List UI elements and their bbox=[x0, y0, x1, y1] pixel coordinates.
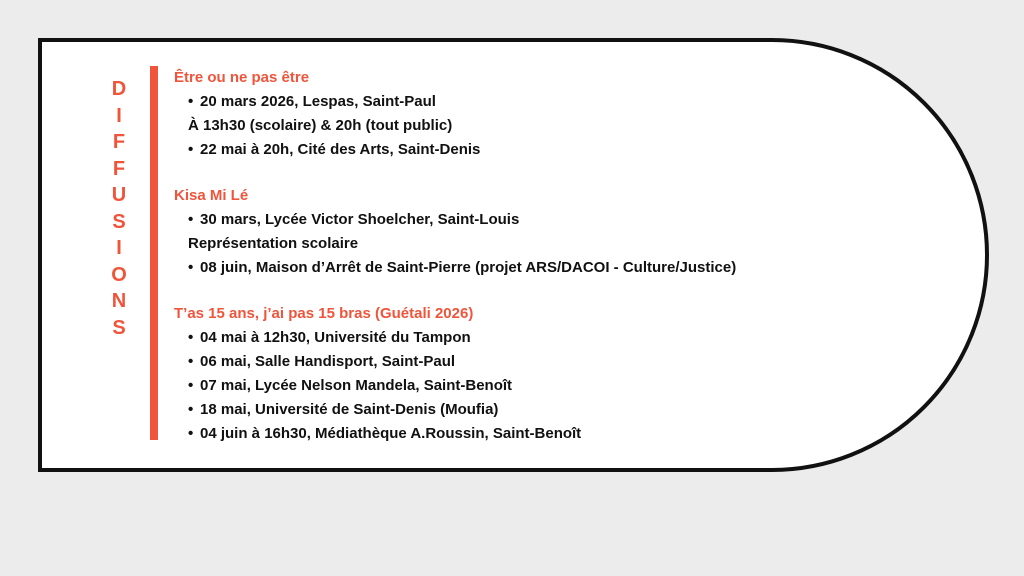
vertical-title-diffusions bbox=[104, 76, 134, 341]
list-item-note bbox=[174, 232, 894, 256]
list-item bbox=[174, 90, 894, 114]
list-item-note-text: Représentation scolaire bbox=[188, 235, 359, 252]
bullet-icon: • bbox=[188, 425, 194, 442]
title-letter: F bbox=[112, 131, 126, 153]
section-title: T’as 15 ans, j’ai pas 15 bras (Guétali 2026) bbox=[174, 305, 474, 322]
title-letter: O bbox=[111, 263, 127, 286]
title-letter: S bbox=[112, 316, 126, 339]
title-letter: D bbox=[111, 78, 127, 100]
bullet-icon: • bbox=[188, 93, 194, 110]
bullet-icon: • bbox=[188, 211, 194, 228]
list-item bbox=[174, 398, 894, 422]
list-item-text: 22 mai à 20h, Cité des Arts, Saint-Denis bbox=[200, 141, 481, 158]
list-item-text: 18 mai, Université de Saint-Denis (Moufia) bbox=[200, 401, 499, 418]
bullet-icon: • bbox=[188, 141, 194, 158]
list-item-note-text: À 13h30 (scolaire) & 20h (tout public) bbox=[188, 117, 453, 134]
section-title: Être ou ne pas être bbox=[174, 69, 310, 86]
list-item bbox=[174, 256, 894, 280]
list-item-text: 07 mai, Lycée Nelson Mandela, Saint-Benoît bbox=[200, 377, 513, 394]
list-item-text: 20 mars 2026, Lespas, Saint-Paul bbox=[200, 93, 436, 110]
title-letter: S bbox=[112, 210, 126, 233]
list-item-text: 06 mai, Salle Handisport, Saint-Paul bbox=[200, 353, 456, 370]
list-item bbox=[174, 326, 894, 350]
title-letter: U bbox=[111, 184, 127, 206]
bullet-icon: • bbox=[188, 377, 194, 394]
bullet-icon: • bbox=[188, 401, 194, 418]
section-gap bbox=[174, 280, 894, 302]
bullet-icon: • bbox=[188, 329, 194, 346]
title-letter: I bbox=[116, 237, 122, 259]
bullet-icon: • bbox=[188, 353, 194, 370]
list-item-note bbox=[174, 114, 894, 138]
section-title: Kisa Mi Lé bbox=[174, 187, 249, 204]
list-item-text: 08 juin, Maison d’Arrêt de Saint-Pierre (projet ARS/DACOI - Culture/Justice) bbox=[200, 259, 737, 276]
title-letter: N bbox=[111, 290, 127, 312]
title-letter: I bbox=[116, 104, 122, 127]
list-item bbox=[174, 208, 894, 232]
title-letter: F bbox=[112, 157, 126, 180]
list-item-text: 04 mai à 12h30, Université du Tampon bbox=[200, 329, 471, 346]
list-item bbox=[174, 422, 894, 446]
list-item bbox=[174, 374, 894, 398]
accent-bar bbox=[150, 66, 158, 440]
list-item bbox=[174, 350, 894, 374]
section-gap bbox=[174, 162, 894, 184]
bullet-icon: • bbox=[188, 259, 194, 276]
list-item-text: 30 mars, Lycée Victor Shoelcher, Saint-Louis bbox=[200, 211, 520, 228]
list-item bbox=[174, 138, 894, 162]
schedule-content bbox=[174, 66, 894, 446]
list-item-text: 04 juin à 16h30, Médiathèque A.Roussin, Saint-Benoît bbox=[200, 425, 582, 442]
